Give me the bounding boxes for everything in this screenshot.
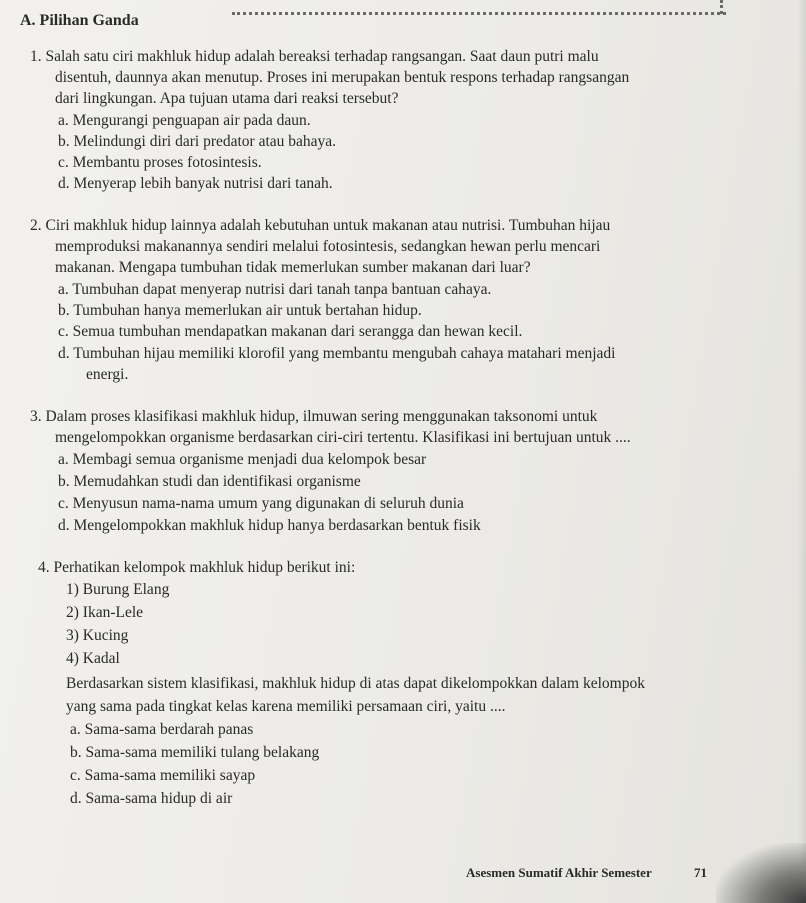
question-2-line-3: makanan. Mengapa tumbuhan tidak memerlukan sumber makanan dari luar? <box>55 259 531 276</box>
question-1-option-d: d. Menyerap lebih banyak nutrisi dari tanah. <box>58 175 333 192</box>
question-4-list-4: 4) Kadal <box>66 650 120 667</box>
question-3-option-b: b. Memudahkan studi dan identifikasi organisme <box>58 473 361 490</box>
question-4-option-a: a. Sama-sama berdarah panas <box>70 721 254 738</box>
page-edge-shade <box>798 0 806 903</box>
question-3-option-c: c. Menyusun nama-nama umum yang digunakan di seluruh dunia <box>58 495 464 512</box>
question-3-line-2: mengelompokkan organisme berdasarkan ciri-ciri tertentu. Klasifikasi ini bertujuan untuk .... <box>55 429 631 446</box>
footer-title: Asesmen Sumatif Akhir Semester <box>466 865 652 880</box>
question-2-option-d-cont: energi. <box>86 366 129 383</box>
question-3-line-1: 3. Dalam proses klasifikasi makhluk hidup, ilmuwan sering menggunakan taksonomi untuk <box>30 408 598 425</box>
question-1-option-b: b. Melindungi diri dari predator atau bahaya. <box>58 133 337 150</box>
question-2-line-1: 2. Ciri makhluk hidup lainnya adalah kebutuhan untuk makanan atau nutrisi. Tumbuhan hijau <box>30 217 611 234</box>
question-3-option-a: a. Membagi semua organisme menjadi dua kelompok besar <box>58 451 427 468</box>
question-4-list-1: 1) Burung Elang <box>66 581 170 598</box>
question-2-option-c: c. Semua tumbuhan mendapatkan makanan dari serangga dan hewan kecil. <box>58 323 523 340</box>
question-1-line-2: disentuh, daunnya akan menutup. Proses ini merupakan bentuk respons terhadap rangsangan <box>55 69 630 86</box>
question-4-list-2: 2) Ikan-Lele <box>66 604 144 621</box>
question-4-option-c: c. Sama-sama memiliki sayap <box>70 767 256 784</box>
corner-shadow <box>716 843 806 903</box>
question-4-option-b: b. Sama-sama memiliki tulang belakang <box>70 744 320 761</box>
question-4-option-d: d. Sama-sama hidup di air <box>70 790 233 807</box>
question-4-after-1: Berdasarkan sistem klasifikasi, makhluk hidup di atas dapat dikelompokkan dalam kelompok <box>66 675 645 692</box>
question-4-list-3: 3) Kucing <box>66 627 129 644</box>
question-4-after-2: yang sama pada tingkat kelas karena memiliki persamaan ciri, yaitu .... <box>66 698 506 715</box>
page-number: 71 <box>694 865 707 880</box>
question-3-option-d: d. Mengelompokkan makhluk hidup hanya berdasarkan bentuk fisik <box>58 517 481 534</box>
question-2-option-a: a. Tumbuhan dapat menyerap nutrisi dari tanah tanpa bantuan cahaya. <box>58 281 492 298</box>
dotted-rule-vertical <box>720 0 723 14</box>
section-title: A. Pilihan Ganda <box>20 12 139 29</box>
question-2-option-d: d. Tumbuhan hijau memiliki klorofil yang membantu mengubah cahaya matahari menjadi <box>58 345 616 362</box>
question-2-line-2: memproduksi makanannya sendiri melalui fotosintesis, sedangkan hewan perlu mencari <box>55 238 601 255</box>
dotted-rule <box>232 12 726 15</box>
question-1-option-a: a. Mengurangi penguapan air pada daun. <box>58 112 311 129</box>
question-1-line-3: dari lingkungan. Apa tujuan utama dari reaksi tersebut? <box>55 90 399 107</box>
question-4-line-1: 4. Perhatikan kelompok makhluk hidup berikut ini: <box>38 559 356 576</box>
question-2-option-b: b. Tumbuhan hanya memerlukan air untuk bertahan hidup. <box>58 302 422 319</box>
question-1-line-1: 1. Salah satu ciri makhluk hidup adalah bereaksi terhadap rangsangan. Saat daun putri malu <box>30 48 599 65</box>
question-1-option-c: c. Membantu proses fotosintesis. <box>58 154 262 171</box>
